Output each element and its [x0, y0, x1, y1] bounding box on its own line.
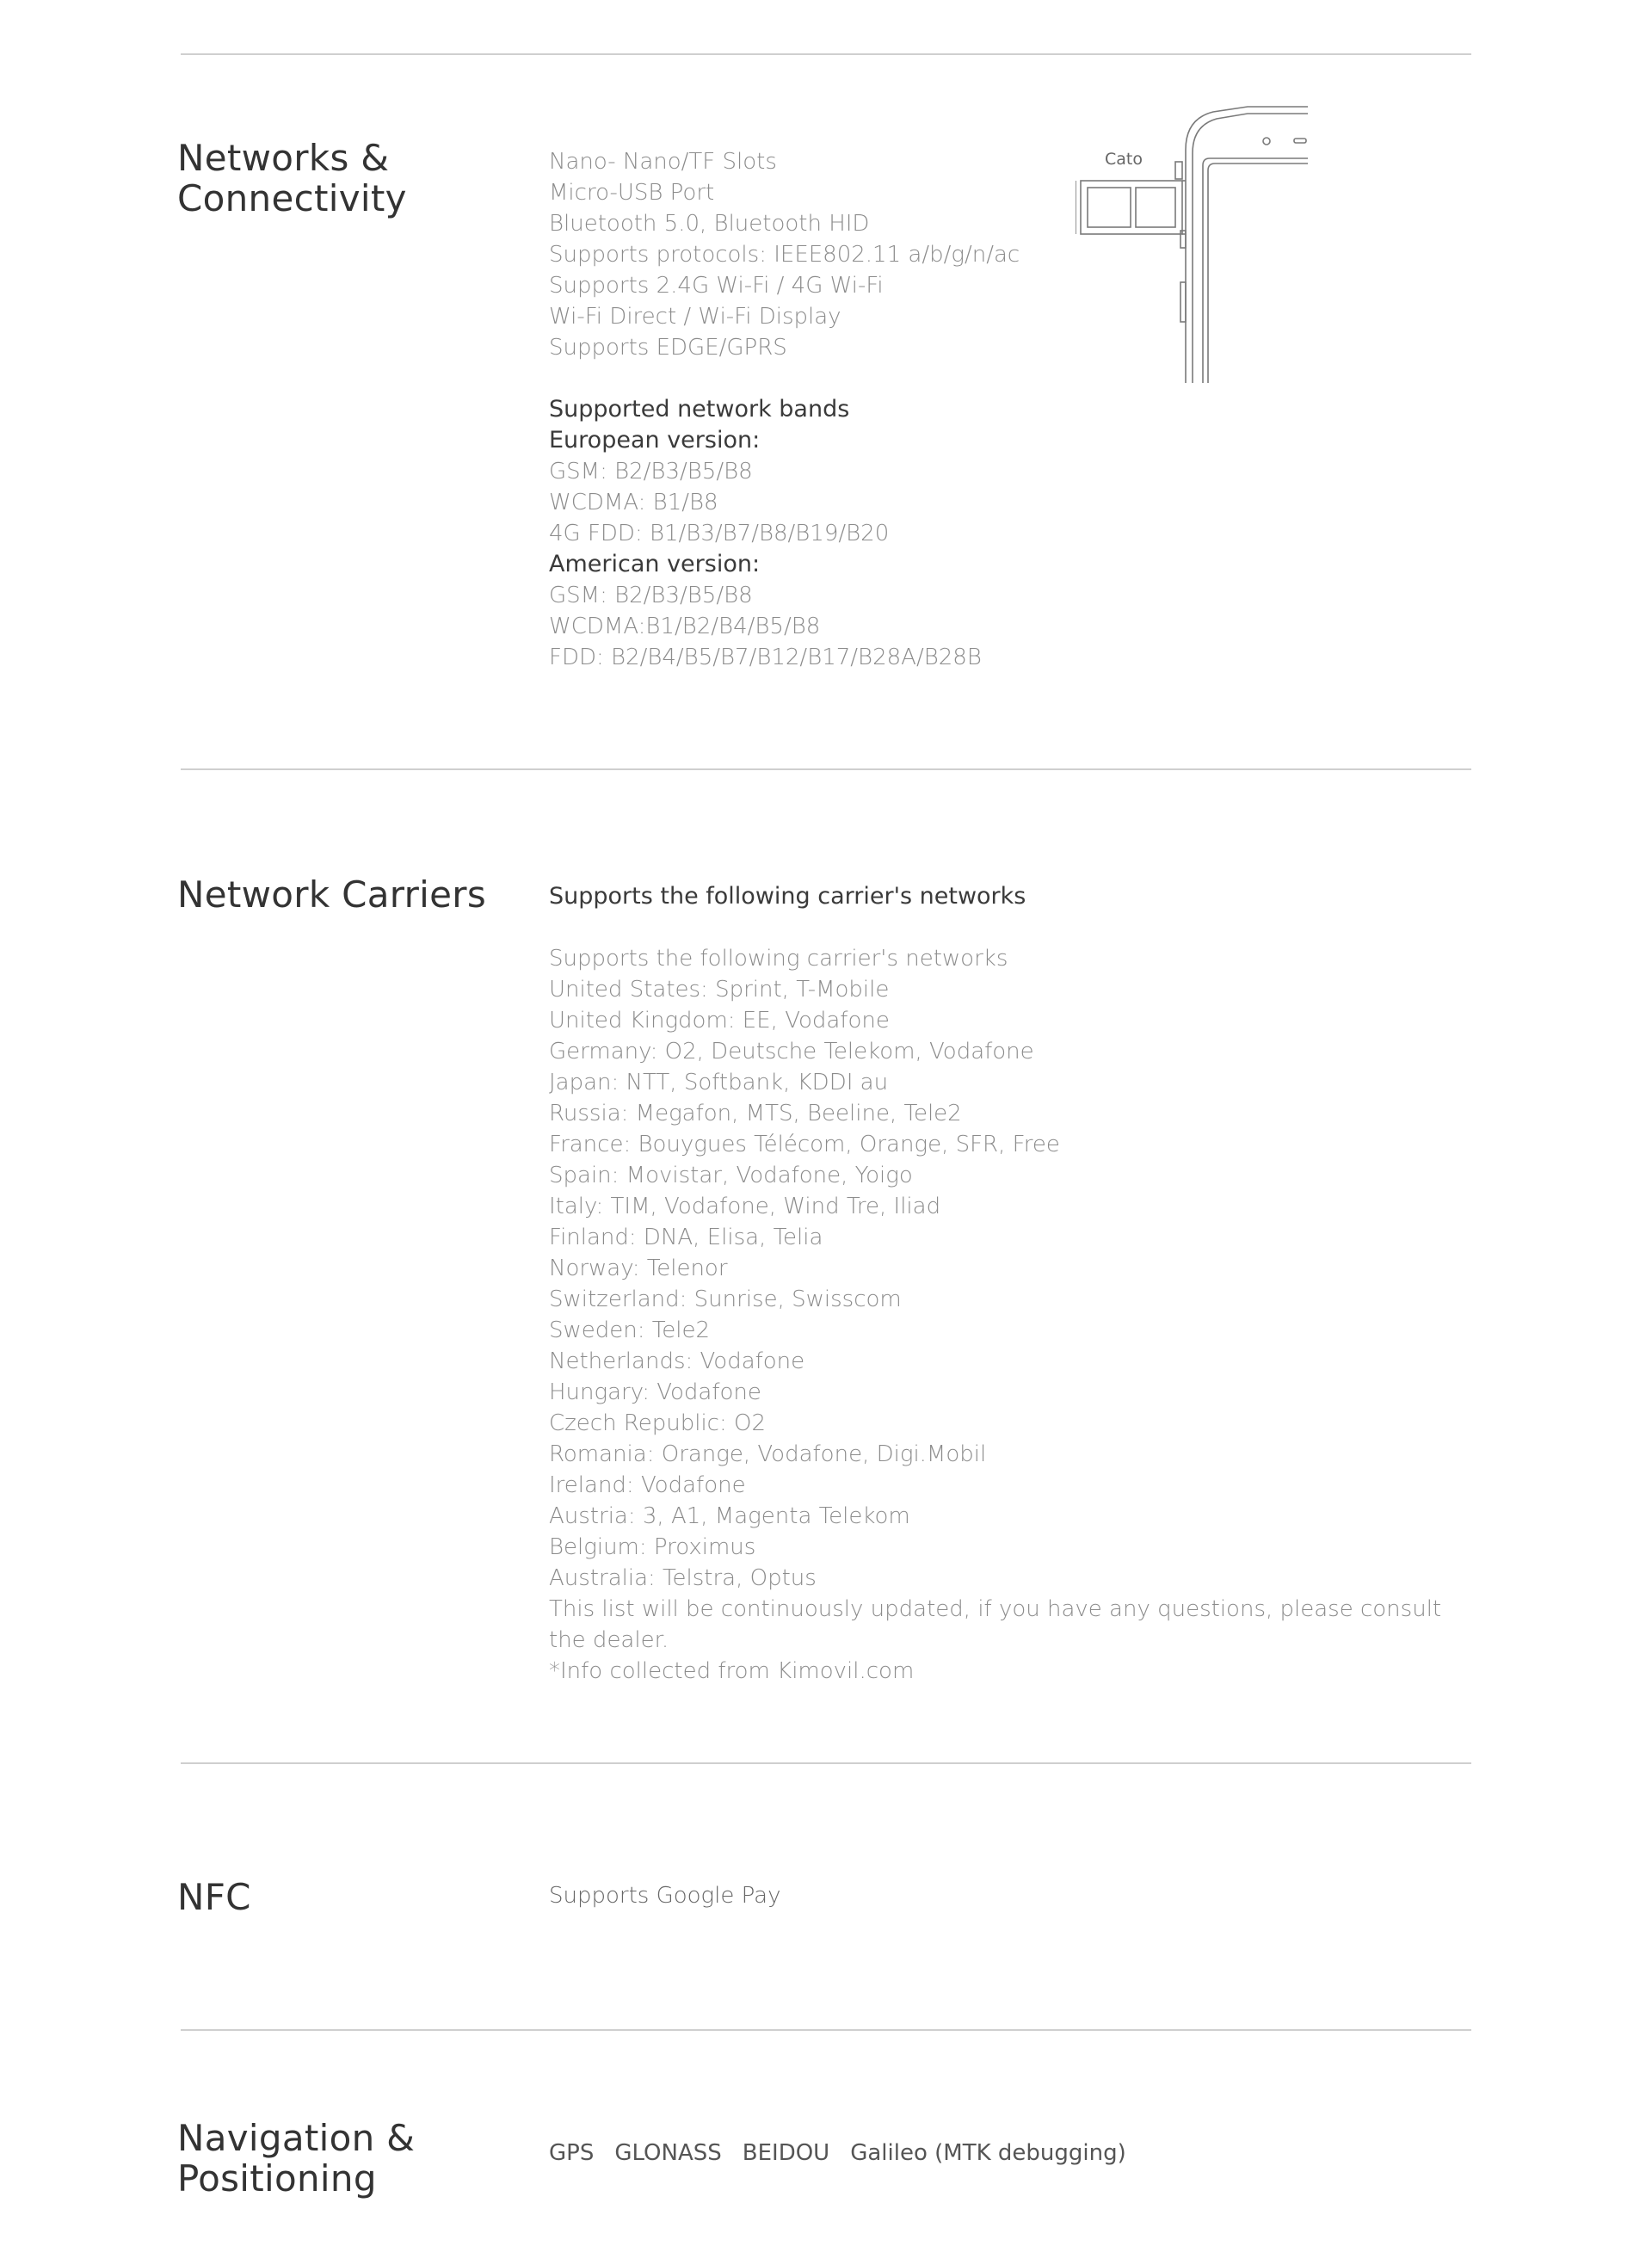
carrier-line: Belgium: Proximus [549, 1534, 756, 1560]
carriers-list [549, 881, 1461, 1687]
nav-system-beidou: BEIDOU [742, 2140, 830, 2166]
carrier-line: Finland: DNA, Elisa, Telia [549, 1225, 823, 1250]
spec-sim-slots: Nano- Nano/TF Slots [549, 149, 777, 175]
carrier-line: Netherlands: Vodafone [549, 1348, 805, 1374]
carrier-line: United States: Sprint, T-Mobile [549, 977, 890, 1003]
carrier-line: Sweden: Tele2 [549, 1317, 710, 1343]
european-band-fdd: 4G FDD: B1/B3/B7/B8/B19/B20 [549, 521, 890, 546]
carrier-line: United Kingdom: EE, Vodafone [549, 1008, 890, 1034]
carrier-line: Romania: Orange, Vodafone, Digi.Mobil [549, 1441, 987, 1467]
carrier-line: Hungary: Vodafone [549, 1379, 761, 1405]
navigation-section-title: Navigation & Positioning [177, 2117, 416, 2200]
european-band-wcdma: WCDMA: B1/B8 [549, 490, 718, 515]
nfc-google-pay: Supports Google Pay [549, 1883, 781, 1909]
european-version-heading: European version: [549, 427, 761, 454]
spec-wifi-protocols: Supports protocols: IEEE802.11 a/b/g/n/ac [549, 242, 1020, 268]
carrier-line: Austria: 3, A1, Magenta Telekom [549, 1503, 910, 1529]
american-band-gsm: GSM: B2/B3/B5/B8 [549, 583, 753, 608]
carrier-line: Italy: TIM, Vodafone, Wind Tre, Iliad [549, 1194, 941, 1219]
section-divider-carriers [181, 768, 1471, 770]
carriers-section-title: Network Carriers [177, 873, 487, 916]
spec-wifi-direct: Wi-Fi Direct / Wi-Fi Display [549, 304, 841, 330]
sim-tray-illustration [1076, 102, 1316, 386]
section-divider-top [181, 53, 1471, 55]
navigation-systems-list [549, 2138, 1126, 2169]
carriers-heading: Supports the following carrier's networks [549, 883, 1026, 910]
carrier-line: Russia: Megafon, MTS, Beeline, Tele2 [549, 1101, 962, 1126]
networks-section-title: Networks & Connectivity [177, 137, 407, 219]
carrier-line: Czech Republic: O2 [549, 1410, 766, 1436]
spec-bluetooth: Bluetooth 5.0, Bluetooth HID [549, 211, 870, 237]
american-band-fdd: FDD: B2/B4/B5/B7/B12/B17/B28A/B28B [549, 645, 982, 670]
carrier-line: Australia: Telstra, Optus [549, 1565, 817, 1591]
section-divider-navigation [181, 2029, 1471, 2031]
spec-usb-port: Micro-USB Port [549, 180, 715, 206]
spec-wifi-bands: Supports 2.4G Wi-Fi / 4G Wi-Fi [549, 273, 884, 299]
nfc-details [549, 1880, 1461, 1911]
carrier-line: Norway: Telenor [549, 1256, 728, 1281]
carrier-line: Ireland: Vodafone [549, 1472, 746, 1498]
carrier-line: Switzerland: Sunrise, Swisscom [549, 1287, 902, 1312]
nav-system-gps: GPS [549, 2140, 595, 2166]
device-label: Cato [1105, 150, 1143, 169]
carrier-line: Germany: O2, Deutsche Telekom, Vodafone [549, 1039, 1034, 1064]
european-band-gsm: GSM: B2/B3/B5/B8 [549, 459, 753, 484]
bands-heading: Supported network bands [549, 396, 850, 423]
carrier-line: Japan: NTT, Softbank, KDDI au [549, 1070, 889, 1095]
networks-spec-list [549, 146, 1461, 673]
section-divider-nfc [181, 1762, 1471, 1764]
american-version-heading: American version: [549, 551, 761, 577]
carrier-line: France: Bouygues Télécom, Orange, SFR, Free [549, 1132, 1060, 1157]
carrier-line: Supports the following carrier's networks [549, 946, 1008, 972]
carrier-line: Spain: Movistar, Vodafone, Yoigo [549, 1163, 913, 1188]
nav-system-galileo: Galileo (MTK debugging) [850, 2140, 1126, 2166]
nfc-section-title: NFC [177, 1876, 251, 1918]
carriers-update-note: This list will be continuously updated, if you have any questions, please consult the dealer. [549, 1596, 1442, 1653]
spec-edge-gprs: Supports EDGE/GPRS [549, 335, 787, 361]
nav-system-glonass: GLONASS [614, 2140, 722, 2166]
carriers-source-note: *Info collected from Kimovil.com [549, 1658, 915, 1684]
american-band-wcdma: WCDMA:B1/B2/B4/B5/B8 [549, 614, 821, 639]
